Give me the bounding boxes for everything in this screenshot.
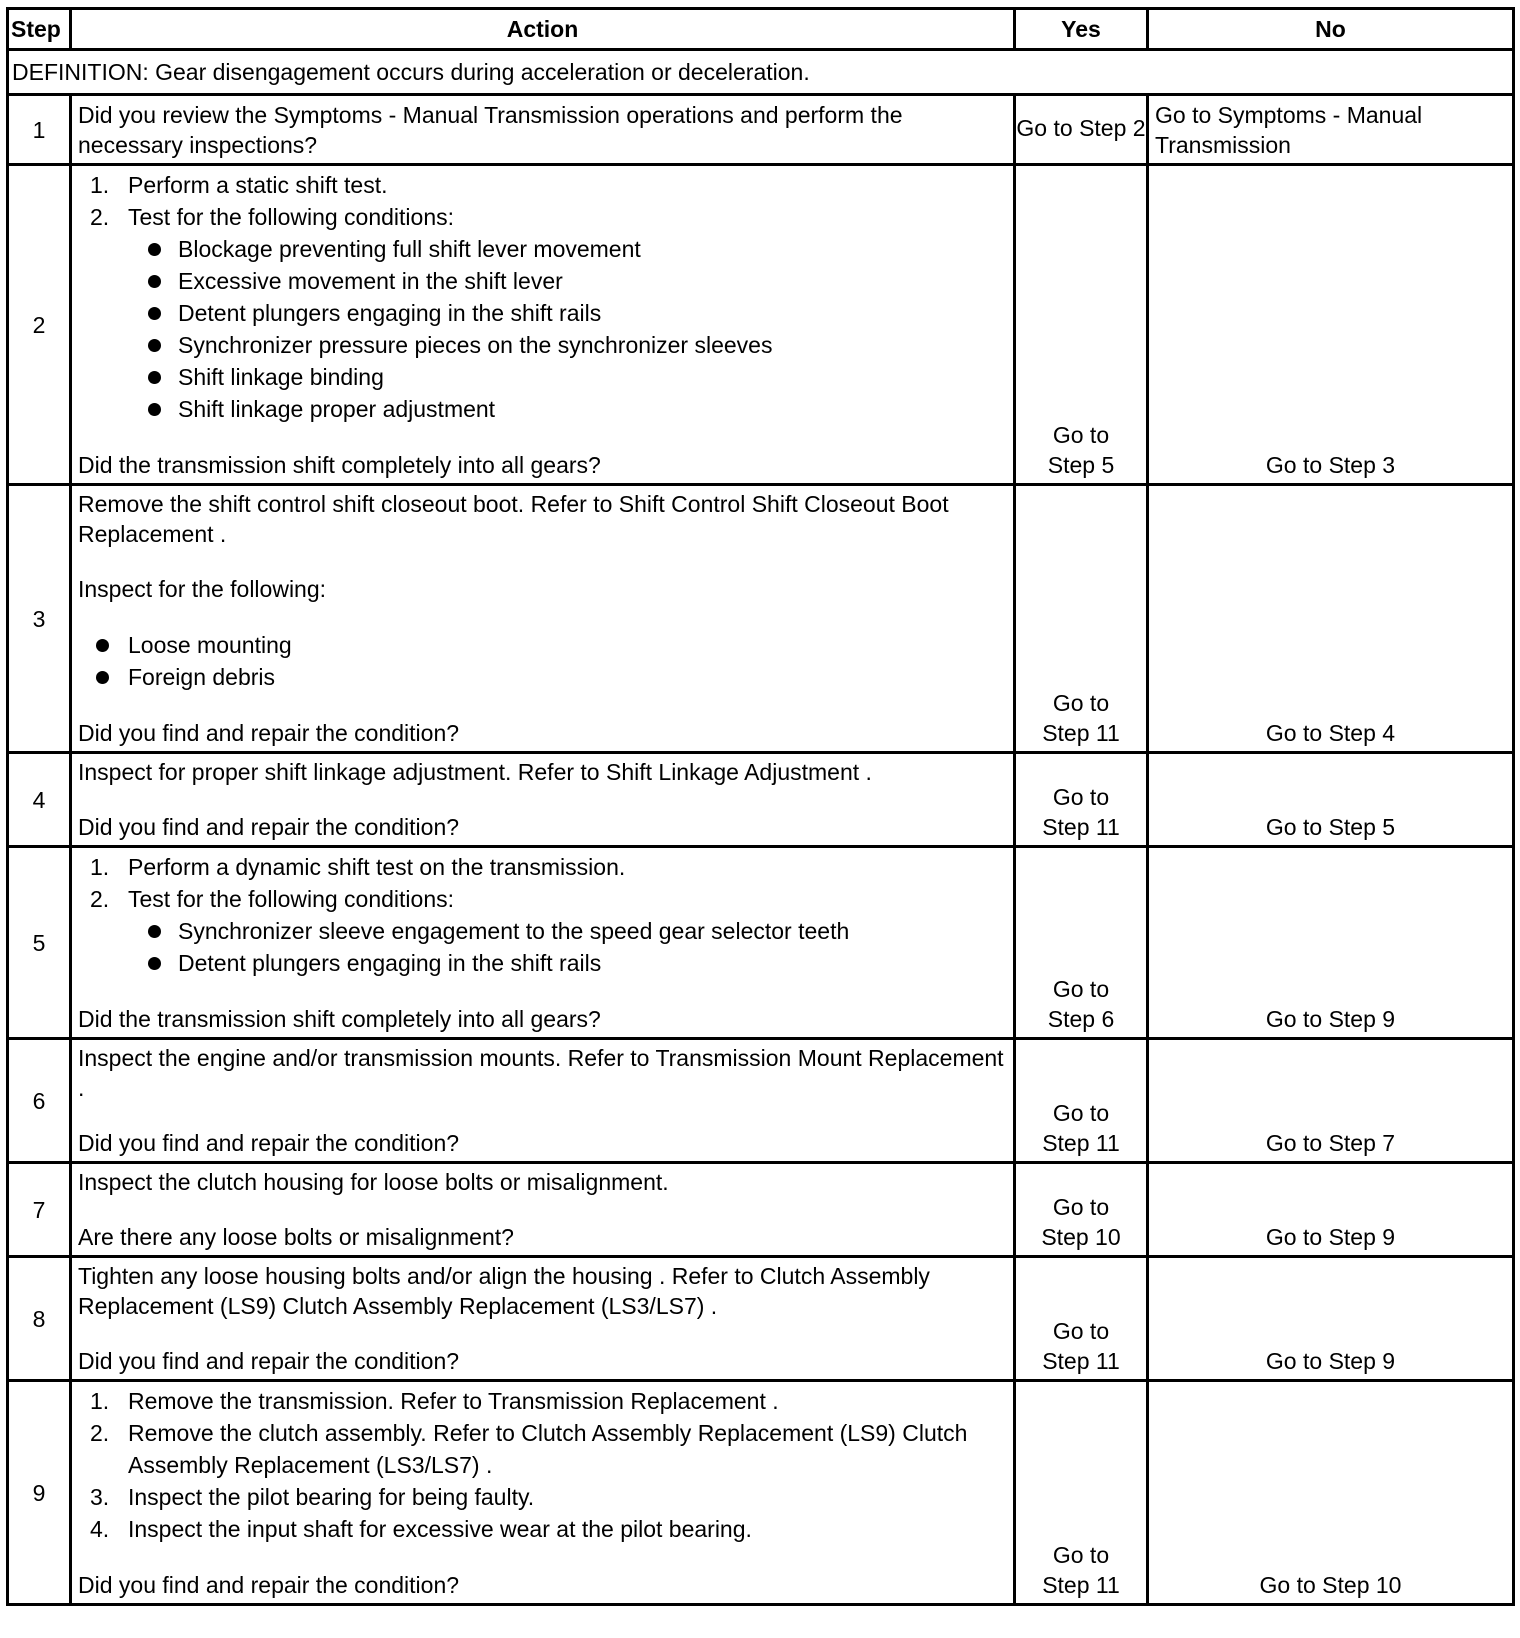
- yes-cell: Go to Step 11: [1015, 753, 1148, 847]
- definition-text: DEFINITION: Gear disengagement occurs during acceleration or deceleration.: [8, 50, 1514, 95]
- step-number: 5: [8, 847, 71, 1039]
- list-item: 1. Remove the transmission. Refer to Transmission Replacement .: [90, 1388, 779, 1414]
- yes-cell: Go to Step 6: [1015, 847, 1148, 1039]
- action-text: Tighten any loose housing bolts and/or align the housing . Refer to Clutch Assembly Replacement (LS9) Clutch Assembly Replacement (LS3/LS7) .: [78, 1263, 930, 1319]
- step-number: 8: [8, 1257, 71, 1381]
- table-row: [8, 165, 1514, 485]
- list-item: 3. Inspect the pilot bearing for being faulty.: [90, 1484, 535, 1510]
- action-cell: [71, 485, 1015, 753]
- yes-cell: Go to Step 11: [1015, 1257, 1148, 1381]
- list-item: 2. Test for the following conditions:: [90, 886, 455, 912]
- action-text: Inspect for proper shift linkage adjustment. Refer to Shift Linkage Adjustment .: [78, 759, 872, 785]
- bullet-item: Detent plungers engaging in the shift rails: [78, 297, 1007, 329]
- yes-cell: Go to Step 10: [1015, 1163, 1148, 1257]
- no-cell: Go to Step 3: [1148, 165, 1514, 485]
- list-item: 2. Test for the following conditions:: [90, 204, 455, 230]
- yes-cell: Go to Step 5: [1015, 165, 1148, 485]
- no-cell: Go to Step 4: [1148, 485, 1514, 753]
- question-text: Did you find and repair the condition?: [78, 1572, 460, 1598]
- question-text: Did you find and repair the condition?: [78, 1348, 460, 1374]
- header-row: [8, 9, 1514, 50]
- bullet-list: [78, 915, 1007, 979]
- step-number: 1: [8, 95, 71, 165]
- list-item: 1. Perform a static shift test.: [90, 172, 388, 198]
- action-cell: [71, 1257, 1015, 1381]
- action-text-2: Inspect for the following:: [78, 576, 327, 602]
- bullet-item: Blockage preventing full shift lever movement: [78, 233, 1007, 265]
- bullet-item: Synchronizer sleeve engagement to the speed gear selector teeth: [78, 915, 1007, 947]
- no-cell: Go to Step 9: [1148, 847, 1514, 1039]
- yes-cell: Go to Step 11: [1015, 485, 1148, 753]
- header-yes: Yes: [1015, 9, 1148, 50]
- list-item: 1. Perform a dynamic shift test on the transmission.: [90, 854, 626, 880]
- action-text: Inspect the clutch housing for loose bolts or misalignment.: [78, 1169, 669, 1195]
- table-row: [8, 753, 1514, 847]
- action-cell: [71, 1039, 1015, 1163]
- action-cell: [71, 1163, 1015, 1257]
- bullet-list: [78, 233, 1007, 425]
- diagnostic-table: [6, 7, 1515, 1606]
- header-action: Action: [71, 9, 1015, 50]
- yes-cell: Go to Step 2: [1015, 95, 1148, 165]
- action-cell: [71, 1381, 1015, 1605]
- bullet-item: Foreign debris: [78, 661, 1007, 693]
- numbered-list: [78, 1385, 1007, 1545]
- action-text: Inspect the engine and/or transmission mounts. Refer to Transmission Mount Replacement .: [78, 1045, 1004, 1101]
- table-row: [8, 95, 1514, 165]
- action-cell: [71, 95, 1015, 165]
- bullet-item: Excessive movement in the shift lever: [78, 265, 1007, 297]
- table-row: [8, 1257, 1514, 1381]
- bullet-list: [78, 629, 1007, 693]
- yes-cell: Go to Step 11: [1015, 1381, 1148, 1605]
- step-number: 3: [8, 485, 71, 753]
- action-text: Remove the shift control shift closeout boot. Refer to Shift Control Shift Closeout Boot Replacement .: [78, 491, 949, 547]
- question-text: Are there any loose bolts or misalignment?: [78, 1224, 514, 1250]
- table-row: [8, 485, 1514, 753]
- question-text: Did you find and repair the condition?: [78, 814, 460, 840]
- header-no: No: [1148, 9, 1514, 50]
- step-number: 4: [8, 753, 71, 847]
- step-number: 2: [8, 165, 71, 485]
- list-item: 4. Inspect the input shaft for excessive wear at the pilot bearing.: [90, 1516, 752, 1542]
- list-item: 2. Remove the clutch assembly. Refer to Clutch Assembly Replacement (LS9) Clutch Assembly Replacement (LS3/LS7) .: [90, 1420, 968, 1478]
- no-cell: Go to Symptoms - Manual Transmission: [1148, 95, 1514, 165]
- question-text: Did you find and repair the condition?: [78, 1130, 460, 1156]
- yes-cell: Go to Step 11: [1015, 1039, 1148, 1163]
- table-row: [8, 1039, 1514, 1163]
- step-number: 9: [8, 1381, 71, 1605]
- definition-row: [8, 50, 1514, 95]
- action-text: Did you review the Symptoms - Manual Transmission operations and perform the necessary inspections?: [78, 101, 903, 158]
- bullet-item: Detent plungers engaging in the shift rails: [78, 947, 1007, 979]
- bullet-item: Shift linkage binding: [78, 361, 1007, 393]
- table-row: [8, 1163, 1514, 1257]
- no-cell: Go to Step 7: [1148, 1039, 1514, 1163]
- numbered-list: [78, 169, 1007, 233]
- step-number: 6: [8, 1039, 71, 1163]
- action-cell: [71, 753, 1015, 847]
- no-cell: Go to Step 5: [1148, 753, 1514, 847]
- bullet-item: Loose mounting: [78, 629, 1007, 661]
- action-cell: [71, 847, 1015, 1039]
- question-text: Did the transmission shift completely into all gears?: [78, 1006, 601, 1032]
- header-step: Step: [8, 9, 71, 50]
- no-cell: Go to Step 10: [1148, 1381, 1514, 1605]
- bullet-item: Synchronizer pressure pieces on the synchronizer sleeves: [78, 329, 1007, 361]
- table-row: [8, 847, 1514, 1039]
- action-cell: [71, 165, 1015, 485]
- question-text: Did you find and repair the condition?: [78, 720, 460, 746]
- question-text: Did the transmission shift completely into all gears?: [78, 452, 601, 478]
- step-number: 7: [8, 1163, 71, 1257]
- no-cell: Go to Step 9: [1148, 1257, 1514, 1381]
- table-row: [8, 1381, 1514, 1605]
- numbered-list: [78, 851, 1007, 915]
- bullet-item: Shift linkage proper adjustment: [78, 393, 1007, 425]
- no-cell: Go to Step 9: [1148, 1163, 1514, 1257]
